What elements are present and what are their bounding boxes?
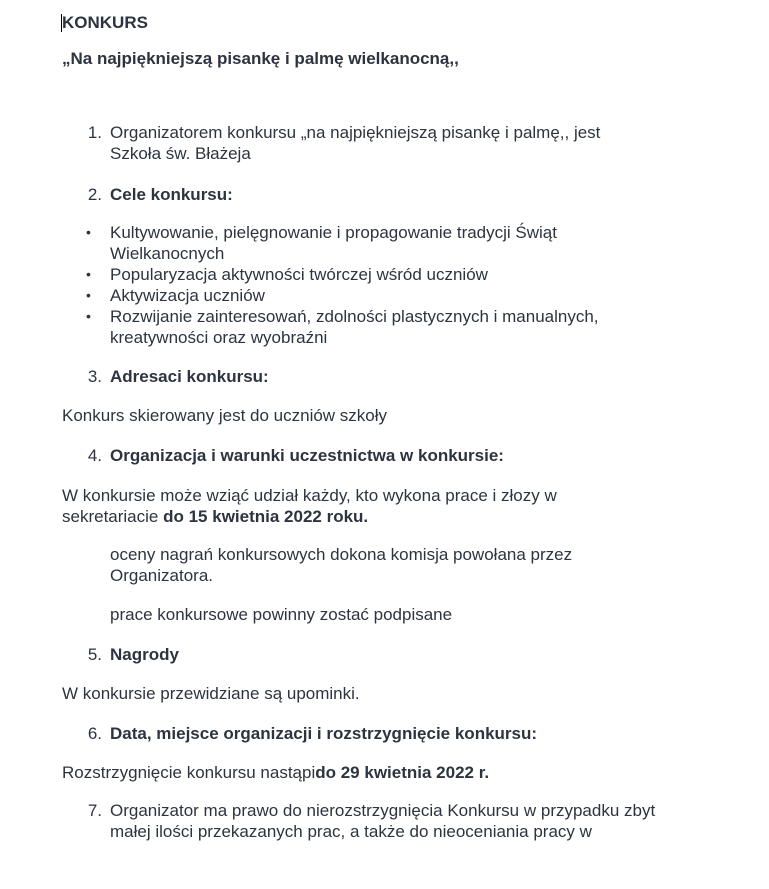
bullet-dot: • bbox=[86, 224, 91, 240]
item-3-heading: Adresaci konkursu: bbox=[110, 367, 269, 386]
item-5-heading: Nagrody bbox=[110, 645, 179, 664]
item-1-number: 1. bbox=[87, 123, 102, 142]
item-6-date: do 29 kwietnia 2022 r. bbox=[315, 763, 490, 782]
item-6-heading: Data, miejsce organizacji i rozstrzygnięcie konkursu: bbox=[110, 724, 538, 743]
item-3-paragraph: Konkurs skierowany jest do uczniów szkoły bbox=[62, 406, 388, 425]
item-6-paragraph-text: Rozstrzygnięcie konkursu nastąpi bbox=[62, 763, 316, 782]
bullet-dot: • bbox=[86, 308, 91, 324]
item-7-text: Organizator ma prawo do nierozstrzygnięcia Konkursu w przypadku zbyt małej ilości przekazanych prac, a także do nieoceniania pracy w bbox=[110, 801, 656, 841]
document-title: KONKURS bbox=[62, 13, 148, 32]
bullet-item: Rozwijanie zainteresowań, zdolności plastycznych i manualnych, kreatywności oraz wyobraźni bbox=[110, 307, 599, 347]
item-6-number: 6. bbox=[87, 724, 102, 743]
item-2-heading: Cele konkursu: bbox=[110, 185, 233, 204]
item-3-number: 3. bbox=[87, 367, 102, 386]
bullet-dot: • bbox=[86, 287, 91, 303]
item-4-note-evaluation: oceny nagrań konkursowych dokona komisja powołana przez Organizatora. bbox=[110, 545, 573, 585]
bullet-dot: • bbox=[86, 266, 91, 282]
bullet-item: Popularyzacja aktywności twórczej wśród uczniów bbox=[110, 265, 488, 284]
item-5-paragraph: W konkursie przewidziane są upominki. bbox=[62, 684, 360, 703]
item-6-paragraph bbox=[62, 762, 622, 783]
item-5-number: 5. bbox=[87, 645, 102, 664]
item-4-number: 4. bbox=[87, 446, 102, 465]
item-4-note-signature: prace konkursowe powinny zostać podpisane bbox=[110, 605, 453, 624]
item-4-paragraph-text: W konkursie może wziąć udział każdy, kto wykona prace i złozy w sekretariacie bbox=[62, 486, 557, 526]
item-4-heading: Organizacja i warunki uczestnictwa w konkursie: bbox=[110, 446, 504, 465]
document-subtitle: „Na najpiękniejszą pisankę i palmę wielkanocną,, bbox=[62, 49, 459, 68]
item-2-number: 2. bbox=[87, 185, 102, 204]
item-4-paragraph bbox=[62, 485, 602, 527]
item-7-number: 7. bbox=[87, 801, 102, 820]
bullet-item: Kultywowanie, pielęgnowanie i propagowanie tradycji Świąt Wielkanocnych bbox=[110, 223, 557, 263]
bullet-item: Aktywizacja uczniów bbox=[110, 286, 265, 305]
item-4-deadline: do 15 kwietnia 2022 roku. bbox=[163, 507, 369, 526]
item-1-text: Organizatorem konkursu „na najpiękniejszą pisankę i palmę,, jest Szkoła św. Błażeja bbox=[110, 123, 601, 163]
